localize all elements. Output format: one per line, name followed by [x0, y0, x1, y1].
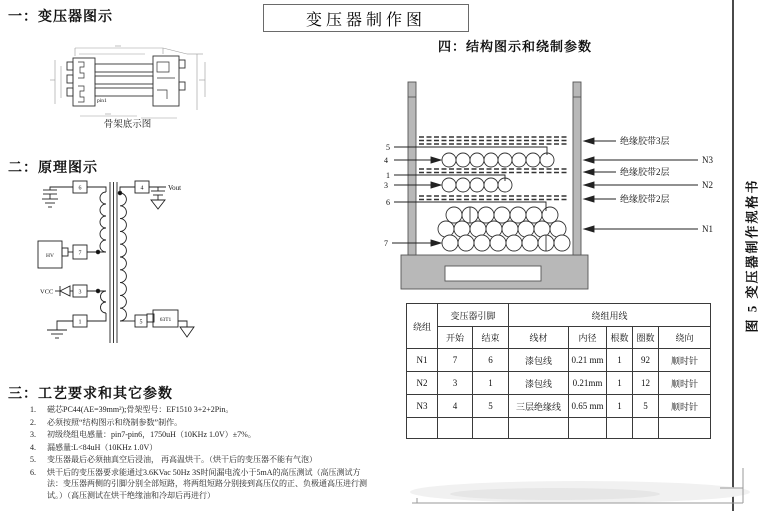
table-row-empty — [407, 418, 711, 439]
cell-start: 3 — [438, 372, 473, 395]
page-title — [263, 4, 469, 32]
pin-number: 5 — [386, 143, 390, 152]
cell-start: 4 — [438, 395, 473, 418]
section2-heading: 二：原理图示 — [8, 159, 98, 175]
section1-heading: 一：变压器图示 — [8, 8, 113, 24]
section3-heading: 三：工艺要求和其它参数 — [8, 385, 173, 401]
item-text: 变压器最后必须抽真空后浸油， 再高温烘干。（烘干后的变压器不能有气泡） — [47, 455, 317, 464]
bobbin-outline — [67, 56, 185, 106]
list-item — [30, 404, 368, 416]
n1-turns — [438, 207, 570, 251]
cell-winding: N2 — [407, 372, 438, 395]
tape-layer-bottom — [419, 196, 569, 200]
pin3-label: 3 — [78, 289, 82, 296]
item-text: 烘干后的变压器要求能通过3.6KVac 50Hz 3S时间漏电流小于5mA的高压测试（高压测试方法：变压器两侧的引脚分别全部短路，将两组短路分别接到高压仪的正、负极通高压进行测试。）（高压测试在烘干绝缘油和冷却后再进行） — [47, 467, 367, 500]
item-number: 1. — [30, 405, 36, 414]
cell-end: 5 — [473, 395, 509, 418]
schematic-diagram — [10, 175, 210, 360]
col-header-turns: 圈数 — [633, 327, 659, 349]
winding-label: N1 — [702, 224, 713, 234]
item-text: 磁芯PC44(AE=39mm²);骨架型号：EF1510 3+2+2Pin。 — [47, 405, 234, 414]
cell-turns: 5 — [633, 395, 659, 418]
n2-turns — [442, 178, 512, 192]
cell-end: 6 — [473, 349, 509, 372]
section4-heading: 四：结构图示和绕制参数 — [438, 39, 593, 54]
cell-turns — [633, 418, 659, 439]
side-label-text: 图 5 变压器制作规格书 — [744, 178, 760, 333]
cell-diameter: 0.21 mm — [569, 349, 607, 372]
item-text: 初级绕组电感量：pin7-pin6，1750uH（10KHz 1.0V）±7%。 — [47, 430, 256, 439]
cell-start — [438, 418, 473, 439]
table-row — [407, 395, 711, 418]
cell-winding: N1 — [407, 349, 438, 372]
col-header-direction: 绕向 — [659, 327, 711, 349]
winding-label: N2 — [702, 180, 713, 190]
cell-direction: 顺时针 — [659, 349, 711, 372]
pin-number: 1 — [386, 171, 390, 180]
watermark-remnant — [395, 460, 750, 511]
secondary-winding — [120, 187, 135, 321]
list-item — [30, 429, 368, 441]
page-title-text: 变压器制作图 — [305, 11, 426, 29]
cell-end — [473, 418, 509, 439]
junction-dot — [96, 289, 100, 293]
cell-wire — [509, 418, 569, 439]
col-header-start: 开始 — [438, 327, 473, 349]
col-header-strands: 根数 — [607, 327, 633, 349]
junction-dot — [96, 250, 100, 254]
item-number: 6. — [30, 467, 36, 477]
cell-start: 7 — [438, 349, 473, 372]
pin1-label: 1 — [78, 319, 82, 326]
item-number: 3. — [30, 430, 36, 439]
cell-end: 1 — [473, 372, 509, 395]
transformer-core — [110, 182, 117, 343]
bobbin-technical-drawing — [45, 42, 210, 122]
pin6-label: 6 — [78, 185, 82, 192]
col-header-wire: 线材 — [509, 327, 569, 349]
cell-wire: 漆包线 — [509, 372, 569, 395]
pin-number: 6 — [386, 198, 390, 207]
primary-winding — [87, 187, 106, 252]
item-text: 漏感量:L<84uH（10KHz 1.0V） — [47, 442, 158, 452]
ic-label: 63T1 — [159, 317, 172, 323]
table-header-groups — [407, 304, 711, 327]
hv-block — [38, 241, 73, 268]
requirements-list — [30, 404, 368, 502]
col-group-pins: 变压器引脚 — [438, 304, 509, 327]
pin-number: 3 — [384, 181, 388, 190]
col-header-diameter: 内径 — [569, 327, 607, 349]
layer-label-arrows — [584, 138, 698, 232]
table-sub-headers — [407, 327, 711, 349]
item-number: 2. — [30, 417, 36, 427]
pin-number: 4 — [384, 156, 388, 165]
pin5-label: 5 — [139, 319, 143, 326]
aux-winding — [87, 291, 106, 321]
col-header-end: 结束 — [473, 327, 509, 349]
pin7-label: 7 — [78, 250, 82, 257]
cell-strands: 1 — [607, 395, 633, 418]
list-item — [30, 467, 368, 502]
cell-winding — [407, 418, 438, 439]
cell-winding: N3 — [407, 395, 438, 418]
cell-direction: 顺时针 — [659, 372, 711, 395]
output-capacitor — [149, 187, 166, 209]
earth-ground — [47, 321, 73, 338]
hv-label: HV — [46, 253, 54, 259]
vout-label: Vout — [168, 184, 182, 192]
table-row — [407, 349, 711, 372]
junction-dot — [118, 191, 122, 195]
tape-layer-top — [419, 137, 569, 144]
layer-label: 绝缘胶带2层 — [620, 194, 670, 204]
item-number: 5. — [30, 455, 36, 464]
col-header-winding: 绕组 — [407, 304, 438, 349]
cell-strands — [607, 418, 633, 439]
cell-direction — [659, 418, 711, 439]
col-group-wire: 绕组用线 — [509, 304, 711, 327]
list-item — [30, 417, 368, 429]
bobbin-caption: 骨架底示图 — [103, 120, 152, 130]
cell-turns: 12 — [633, 372, 659, 395]
cell-turns: 92 — [633, 349, 659, 372]
winding-label: N3 — [702, 155, 713, 165]
cell-diameter — [569, 418, 607, 439]
output-block — [147, 310, 194, 337]
list-item — [30, 442, 368, 454]
table-row — [407, 372, 711, 395]
winding-structure-diagram — [383, 55, 740, 300]
input-capacitor — [42, 187, 73, 207]
winding-parameter-table — [406, 303, 711, 439]
item-text: 必须按照“结构图示和绕制参数”制作。 — [47, 417, 183, 427]
pin-number: 7 — [384, 239, 388, 248]
layer-label: 绝缘胶带2层 — [620, 167, 670, 177]
vcc-diode — [55, 286, 73, 296]
cell-wire: 三层绝缘线 — [509, 395, 569, 418]
list-item — [30, 454, 368, 466]
cell-diameter: 0.65 mm — [569, 395, 607, 418]
bobbin-base — [401, 255, 588, 289]
cell-diameter: 0.21mm — [569, 372, 607, 395]
vcc-label: VCC — [40, 288, 54, 296]
pin4-label: 4 — [140, 185, 144, 192]
n3-turns — [442, 153, 554, 167]
tape-layer-mid — [419, 169, 569, 173]
layer-label: 绝缘胶带3层 — [620, 136, 670, 146]
bobbin-pin1-label: pin1 — [97, 98, 107, 104]
cell-strands: 1 — [607, 372, 633, 395]
cell-direction: 顺时针 — [659, 395, 711, 418]
cell-strands: 1 — [607, 349, 633, 372]
item-number: 4. — [30, 442, 36, 452]
cell-wire: 漆包线 — [509, 349, 569, 372]
